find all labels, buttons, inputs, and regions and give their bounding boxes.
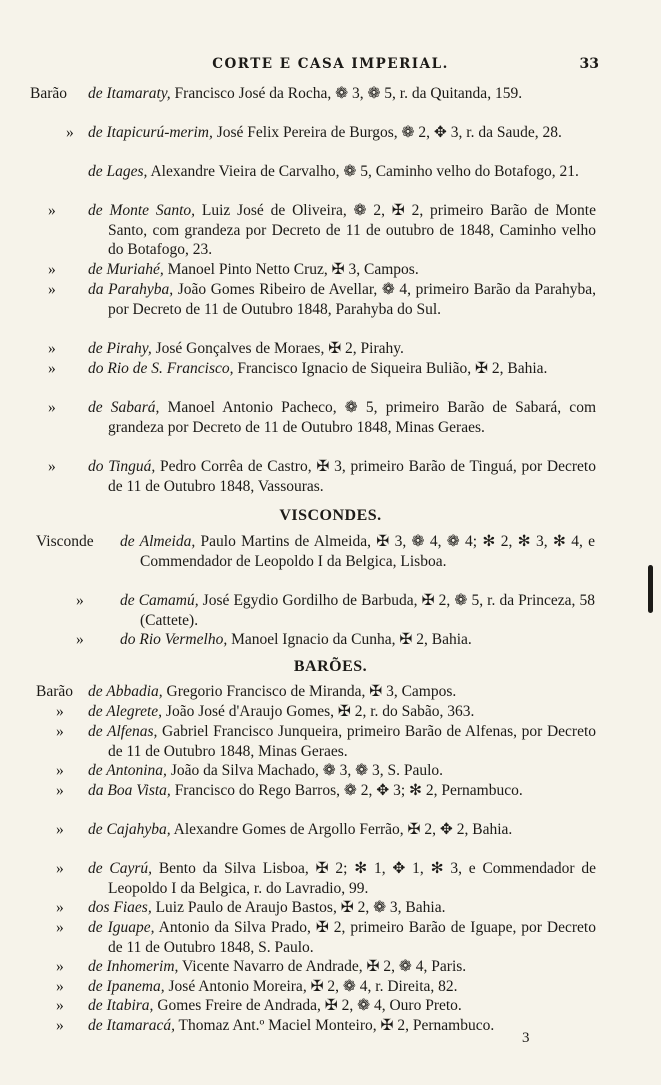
entry-prefix: »: [56, 723, 64, 740]
entry-prefix: »: [66, 124, 74, 141]
entry-text: José Felix Pereira de Burgos, ❁ 2, ✥ 3, r. da Saude, 28.: [212, 124, 562, 141]
entry-title: do Rio de S. Francisco,: [88, 360, 234, 377]
entry-prefix: »: [48, 399, 56, 416]
entry-text: Francisco Ignacio de Siqueira Bulião, ✠ 2, Bahia.: [233, 360, 548, 377]
entry-title: de Almeida,: [120, 533, 196, 550]
entry-sabara: [0, 398, 661, 437]
entry-text: João Gomes Ribeiro de Avellar, ❁ 4, primeiro Barão da Parahyba, por Decreto de 11 de Outubro 1848, Parahyba do Sul.: [108, 281, 596, 318]
entry-text: Bento da Silva Lisboa, ✠ 2; ✻ 1, ✥ 1, ✻ 3, e Commendador de Leopoldo I da Belgica, r. do Lavradio, 99.: [108, 860, 596, 897]
entry-prefix: »: [48, 281, 56, 298]
entry-prefix: »: [48, 340, 56, 357]
entry-title: de Itabira,: [88, 997, 154, 1014]
entry-text: Paulo Martins de Almeida, ✠ 3, ❁ 4, ❁ 4; ✻ 2, ✻ 3, ✻ 4, e Commendador de Leopoldo I da Belgica, Lisboa.: [140, 533, 596, 570]
entry-prefix: »: [56, 997, 64, 1014]
entry-text: José Antonio Moreira, ✠ 2, ❁ 4, r. Direita, 82.: [164, 978, 458, 995]
entry-antonina: [0, 761, 661, 781]
entry-title: da Boa Vista,: [88, 782, 171, 799]
entry-prefix: »: [56, 821, 64, 838]
entry-monte-santo: [0, 201, 661, 260]
entry-title: de Ipanema,: [88, 978, 165, 995]
section-heading-viscondes: VISCONDES.: [279, 507, 382, 524]
entry-prefix: »: [76, 631, 84, 648]
entry-prefix: »: [48, 261, 56, 278]
entry-title: de Alfenas,: [88, 723, 158, 740]
entry-pirahy: [0, 339, 661, 359]
entry-muriahe: [0, 260, 661, 280]
entry-text: José Egydio Gordilho de Barbuda, ✠ 2, ❁ 5, r. da Princeza, 58 (Cattete).: [140, 592, 595, 629]
entry-lages: [0, 162, 661, 182]
entry-itabira: [0, 996, 661, 1016]
entry-text: João da Silva Machado, ❁ 3, ❁ 3, S. Paulo.: [166, 762, 444, 779]
entry-title: de Itapicurú-merim,: [88, 124, 213, 141]
entry-prefix: »: [48, 202, 56, 219]
entry-title: de Abbadia,: [88, 683, 163, 700]
entry-title: dos Fiaes,: [88, 899, 152, 916]
entry-alegrete: [0, 702, 661, 722]
entry-title: de Muriahé,: [88, 261, 164, 278]
entry-tingua: [0, 457, 661, 496]
entry-title: de Cayrú,: [88, 860, 153, 877]
entry-prefix: »: [56, 899, 64, 916]
entry-title: de Sabará,: [88, 399, 160, 416]
entry-text: Manoel Antonio Pacheco, ❁ 5, primeiro Barão de Sabará, com grandeza por Decreto de 11 de Outubro 1848, Minas Geraes.: [108, 399, 596, 436]
entry-text: Alexandre Vieira de Carvalho, ❁ 5, Caminho velho do Botafogo, 21.: [147, 163, 579, 180]
entry-prefix: »: [56, 860, 64, 877]
entry-parahyba: [0, 280, 661, 319]
entry-prefix: Barão: [36, 683, 74, 700]
entry-cayru: [0, 859, 661, 898]
entry-text: José Gonçalves de Moraes, ✠ 2, Pirahy.: [151, 340, 404, 357]
entry-text: Manoel Ignacio da Cunha, ✠ 2, Bahia.: [227, 631, 472, 648]
entry-title: de Iguape,: [88, 919, 155, 936]
entry-camamu: [0, 591, 661, 630]
entry-rio-s-francisco: [0, 359, 661, 379]
entry-title: de Pirahy,: [88, 340, 152, 357]
scan-edge-mark: [648, 565, 653, 613]
entry-prefix: »: [48, 458, 56, 475]
entry-prefix: »: [56, 762, 64, 779]
entry-prefix: »: [56, 782, 64, 799]
entry-prefix: »: [56, 958, 64, 975]
running-title: CORTE E CASA IMPERIAL.: [212, 56, 449, 72]
entry-prefix: »: [56, 919, 64, 936]
entry-prefix: »: [56, 1017, 64, 1034]
entry-title: de Cajahyba,: [88, 821, 171, 838]
entry-fiaes: [0, 898, 661, 918]
entry-text: Gomes Freire de Andrada, ✠ 2, ❁ 4, Ouro Preto.: [153, 997, 462, 1014]
entry-title: de Inhomerim,: [88, 958, 179, 975]
entry-text: Luiz José de Oliveira, ❁ 2, ✠ 2, primeiro Barão de Monte Santo, com grandeza por Decreto de 11 de outubro de 1848, Caminho velho do Botafogo, 23.: [108, 202, 596, 259]
entry-itamaraty: [0, 84, 661, 104]
entry-ipanema: [0, 977, 661, 997]
entry-cajahyba: [0, 820, 661, 840]
entry-prefix: »: [76, 592, 84, 609]
entry-prefix: »: [48, 360, 56, 377]
entry-text: Gregorio Francisco de Miranda, ✠ 3, Campos.: [162, 683, 457, 700]
entry-title: do Tinguá,: [88, 458, 156, 475]
entry-almeida: [0, 532, 661, 571]
entry-title: de Itamaraty,: [88, 85, 171, 102]
entry-text: Antonio da Silva Prado, ✠ 2, primeiro Barão de Iguape, por Decreto de 11 de Outubro 1848, S. Paulo.: [108, 919, 596, 956]
entry-prefix: Visconde: [36, 533, 94, 550]
entry-prefix: Barão: [30, 85, 68, 102]
entry-text: Francisco José da Rocha, ❁ 3, ❁ 5, r. da Quitanda, 159.: [170, 85, 523, 102]
entry-title: de Alegrete,: [88, 703, 163, 720]
entry-text: Thomaz Ant.º Maciel Monteiro, ✠ 2, Pernambuco.: [174, 1017, 495, 1034]
entry-text: Gabriel Francisco Junqueira, primeiro Barão de Alfenas, por Decreto de 11 de Outubro 1848, Minas Geraes.: [108, 723, 596, 760]
entry-itamaraca: [0, 1016, 661, 1036]
entry-text: Manoel Pinto Netto Cruz, ✠ 3, Campos.: [163, 261, 419, 278]
entry-text: João José d'Araujo Gomes, ✠ 2, r. do Sabão, 363.: [162, 703, 475, 720]
entry-title: de Itamaracá,: [88, 1017, 175, 1034]
entry-title: da Parahyba,: [88, 281, 174, 298]
entry-iguape: [0, 918, 661, 957]
page-header: [0, 56, 661, 78]
signature-mark: 3: [522, 1030, 530, 1046]
entry-text: Pedro Corrêa de Castro, ✠ 3, primeiro Barão de Tinguá, por Decreto de 11 de Outubro 1848, Vassouras.: [108, 458, 596, 495]
entry-itapicuru: [0, 123, 661, 143]
entry-alfenas: [0, 722, 661, 761]
section-heading-baroes: BARÕES.: [293, 658, 368, 675]
entry-text: Luiz Paulo de Araujo Bastos, ✠ 2, ❁ 3, Bahia.: [151, 899, 446, 916]
entry-rio-vermelho: [0, 630, 661, 650]
entry-prefix: »: [56, 703, 64, 720]
entry-title: de Lages,: [88, 163, 148, 180]
entry-text: Vicente Navarro de Andrade, ✠ 2, ❁ 4, Paris.: [178, 958, 467, 975]
entry-boa-vista: [0, 781, 661, 801]
entry-title: de Monte Santo,: [88, 202, 196, 219]
entry-title: de Antonina,: [88, 762, 167, 779]
entry-title: de Camamú,: [120, 592, 199, 609]
entry-text: Francisco do Rego Barros, ❁ 2, ✥ 3; ✻ 2, Pernambuco.: [170, 782, 523, 799]
entry-abbadia: [0, 682, 661, 702]
entry-inhomerim: [0, 957, 661, 977]
entry-title: do Rio Vermelho,: [120, 631, 228, 648]
entry-text: Alexandre Gomes de Argollo Ferrão, ✠ 2, ✥ 2, Bahia.: [170, 821, 513, 838]
entry-prefix: »: [56, 978, 64, 995]
page-number: 33: [579, 56, 599, 72]
